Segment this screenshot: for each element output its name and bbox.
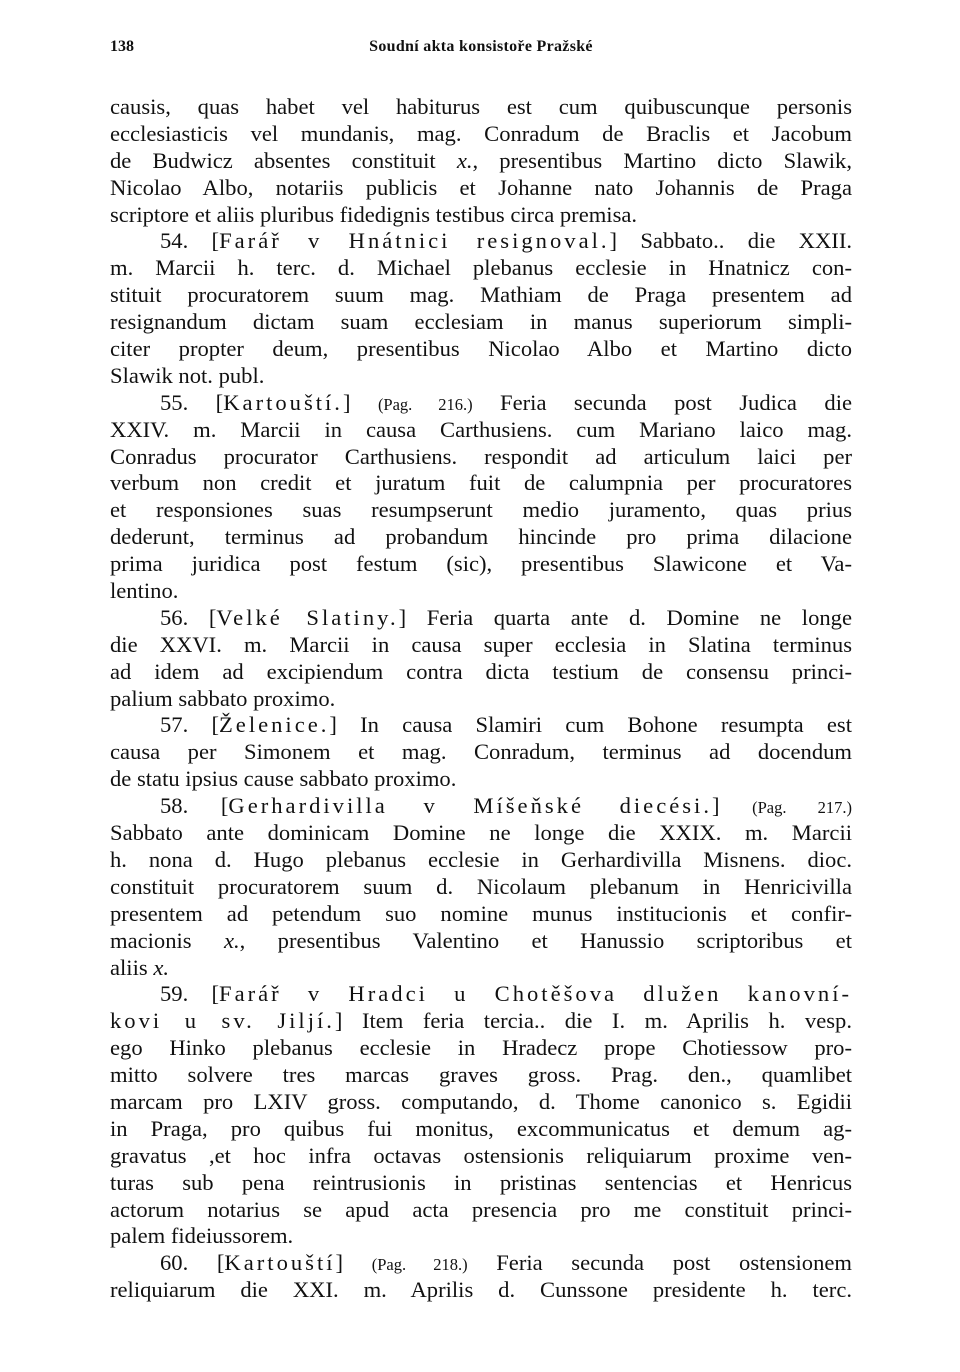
- text-segment: marcam pro LXIV gross. computando, d. Thome canonico s. Egidii: [110, 1088, 852, 1114]
- text-segment: Farář v Hradci u Chotěšova dlužen kanovní-: [219, 981, 852, 1007]
- text-line: [110, 605, 852, 632]
- text-line: [110, 686, 852, 713]
- text-segment: resignandum dictam suam ecclesiam in manus superiorum simpli-: [110, 309, 852, 335]
- text-line: [110, 578, 852, 605]
- text-segment: de statu ipsius cause sabbato proximo.: [110, 766, 457, 792]
- text-segment: (Pag. 217.): [752, 798, 852, 818]
- text-segment: Feria secunda post ostensionem: [467, 1250, 852, 1276]
- text-segment: aliis: [110, 954, 154, 980]
- text-segment: dederunt, terminus ad probandum hincinde pro prima dilacione: [110, 524, 852, 550]
- text-segment: de Budwicz absentes constituit: [110, 147, 457, 173]
- running-head: [110, 38, 852, 58]
- text-line: [110, 1277, 852, 1304]
- text-segment: palium sabbato proximo.: [110, 685, 336, 711]
- text-segment: , presentibus Valentino et Hanussio scriptoribus et: [239, 927, 852, 953]
- text-segment: x.: [223, 927, 240, 953]
- text-segment: causa per Simonem et mag. Conradum, terminus ad docendum: [110, 739, 852, 765]
- text-segment: Gerhardivilla v Míšeňské diecési.: [228, 793, 712, 819]
- text-line: [110, 1008, 852, 1035]
- text-line: [110, 739, 852, 766]
- text-line: [110, 955, 852, 982]
- text-line: [110, 444, 852, 471]
- text-segment: die XXVI. m. Marcii in causa super ecclesia in Slatina terminus: [110, 631, 852, 657]
- text-segment: ad idem ad excipiendum contra dicta testium de consensu princi-: [110, 658, 852, 684]
- text-line: [110, 390, 852, 417]
- text-line: [110, 928, 852, 955]
- text-line: [110, 202, 852, 229]
- text-segment: , presentibus Martino dicto Slawik,: [472, 147, 852, 173]
- text-line: [110, 874, 852, 901]
- text-line: [110, 1170, 852, 1197]
- text-segment: (Pag. 218.): [371, 1255, 468, 1275]
- text-segment: ] In causa Slamiri cum Bohone resumpta est: [329, 712, 852, 738]
- text-line: [110, 901, 852, 928]
- text-segment: ] Sabbato.. die XXII.: [609, 228, 852, 254]
- text-segment: 55. [: [160, 389, 224, 415]
- text-line: [110, 470, 852, 497]
- text-line: [110, 1250, 852, 1277]
- text-line: [110, 551, 852, 578]
- text-segment: Conradus procurator Carthusiens. respondit ad articulum laici per: [110, 443, 852, 469]
- text-segment: citer propter deum, presentibus Nicolao Albo et Martino dicto: [110, 336, 852, 362]
- text-segment: verbum non credit et juratum fuit de calumpnia per procuratores: [110, 470, 852, 496]
- text-segment: Kartouští.: [223, 389, 343, 415]
- text-line: [110, 766, 852, 793]
- text-segment: Sabbato ante dominicam Domine ne longe die XXIX. m. Marcii: [110, 820, 852, 846]
- text-segment: Slawik not. publ.: [110, 362, 265, 388]
- text-segment: lentino.: [110, 578, 179, 604]
- text-line: [110, 148, 852, 175]
- text-segment: Feria secunda post Judica die: [472, 389, 852, 415]
- text-segment: ego Hinko plebanus ecclesie in Hradecz prope Chotiessow pro-: [110, 1035, 852, 1061]
- text-segment: stituit procuratorem suum mag. Mathiam de Praga presentem ad: [110, 282, 852, 308]
- text-line: [110, 1223, 852, 1250]
- text-segment: ] Item feria tercia.. die I. m. Aprilis h. vesp.: [334, 1008, 852, 1034]
- text-segment: ]: [342, 389, 378, 415]
- text-segment: et responsiones suas resumpserunt medio juramento, quas prius: [110, 497, 852, 523]
- text-segment: Želenice.: [218, 712, 330, 738]
- text-line: [110, 255, 852, 282]
- text-line: [110, 497, 852, 524]
- text-segment: 57. [: [160, 712, 219, 738]
- text-segment: 54. [: [160, 228, 220, 254]
- body-text: [110, 94, 852, 1304]
- text-line: [110, 659, 852, 686]
- text-segment: m. Marcii h. terc. d. Michael plebanus ecclesie in Hnatnicz con-: [110, 255, 852, 281]
- text-line: [110, 282, 852, 309]
- text-line: [110, 1143, 852, 1170]
- text-segment: causis, quas habet vel habiturus est cum quibuscunque personis: [110, 94, 852, 119]
- text-line: [110, 820, 852, 847]
- text-line: [110, 175, 852, 202]
- text-segment: prima juridica post festum (sic), presentibus Slawicone et Va-: [110, 551, 852, 577]
- text-segment: reliquiarum die XXI. m. Aprilis d. Cunssone presidente h. terc.: [110, 1277, 852, 1303]
- text-segment: turas sub pena reintrusionis in pristinas sentencias et Henricus: [110, 1169, 852, 1195]
- text-line: [110, 712, 852, 739]
- text-line: [110, 417, 852, 444]
- text-segment: x.: [153, 954, 169, 980]
- text-line: [110, 336, 852, 363]
- text-segment: palem fideiussorem.: [110, 1223, 294, 1249]
- text-segment: constituit procuratorem suum d. Nicolaum plebanum in Henricivilla: [110, 873, 852, 899]
- text-line: [110, 121, 852, 148]
- text-line: [110, 363, 852, 390]
- text-line: [110, 1116, 852, 1143]
- text-line: [110, 1035, 852, 1062]
- text-line: [110, 793, 852, 820]
- text-segment: XXIV. m. Marcii in causa Carthusiens. cum Mariano laico mag.: [110, 416, 852, 442]
- text-line: [110, 1197, 852, 1224]
- text-segment: actorum notarius se apud acta presencia pro me constituit princi-: [110, 1196, 852, 1222]
- text-line: [110, 309, 852, 336]
- text-line: [110, 847, 852, 874]
- text-line: [110, 228, 852, 255]
- text-segment: h. nona d. Hugo plebanus ecclesie in Gerhardivilla Misnens. dioc.: [110, 846, 852, 872]
- running-title: Soudní akta konsistoře Pražské: [369, 38, 593, 55]
- text-line: [110, 524, 852, 551]
- text-line: [110, 1062, 852, 1089]
- text-segment: mitto solvere tres marcas graves gross. Prag. den., quamlibet: [110, 1062, 852, 1088]
- text-segment: Nicolao Albo, notariis publicis et Johanne nato Johannis de Praga: [110, 174, 852, 200]
- text-segment: Kartouští: [224, 1250, 336, 1276]
- text-segment: ]: [335, 1250, 372, 1276]
- text-segment: Farář v Hnátnici resignoval.: [219, 228, 610, 254]
- text-line: [110, 1089, 852, 1116]
- text-segment: in Praga, pro quibus fui monitus, excommunicatus et demum ag-: [110, 1115, 852, 1141]
- text-segment: 58. [: [160, 793, 229, 819]
- text-segment: ecclesiasticis vel mundanis, mag. Conradum de Braclis et Jacobum: [110, 120, 852, 146]
- page-number: 138: [110, 38, 134, 55]
- text-segment: ] Feria quarta ante d. Domine ne longe: [398, 604, 852, 630]
- text-segment: ]: [711, 793, 753, 819]
- text-segment: x.: [456, 147, 473, 173]
- text-segment: 60. [: [160, 1250, 225, 1276]
- text-segment: (Pag. 216.): [377, 394, 473, 414]
- text-line: [110, 632, 852, 659]
- text-segment: scriptore et aliis pluribus fidedignis testibus circa premisa.: [110, 201, 638, 227]
- text-segment: kovi u sv. Jiljí.: [110, 1008, 335, 1034]
- text-line: [110, 981, 852, 1008]
- text-segment: 56. [: [160, 604, 217, 630]
- text-segment: 59. [: [160, 981, 219, 1007]
- text-segment: macionis: [110, 927, 224, 953]
- text-segment: presentem ad petendum suo nomine munus institucionis et confir-: [110, 900, 852, 926]
- text-line: [110, 94, 852, 121]
- text-segment: gravatus ,et hoc infra octavas ostensionis reliquiarum proxime ven-: [110, 1142, 852, 1168]
- text-segment: Velké Slatiny.: [216, 604, 399, 630]
